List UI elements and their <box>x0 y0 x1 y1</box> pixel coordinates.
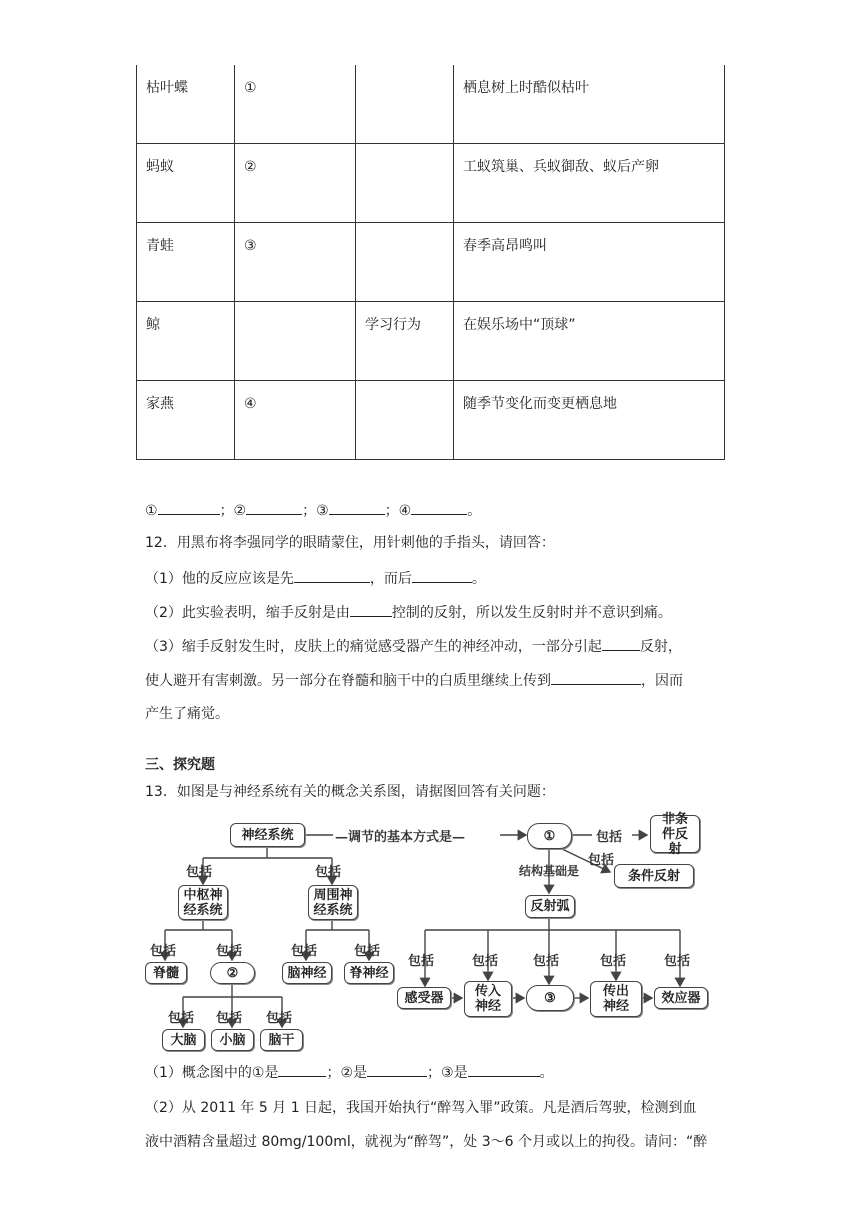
node-cerebrum: 大脑 <box>162 1029 205 1051</box>
q12-part3-line3: 产生了痛觉。 <box>145 706 229 722</box>
table-cell-animal: 家燕 <box>137 381 235 460</box>
q12-stem: 12．用黑布将李强同学的眼睛蒙住，用针刺他的手指头，请回答： <box>145 535 555 551</box>
table-cell-kind: 学习行为 <box>356 302 454 381</box>
table-cell-animal: 枯叶蝶 <box>137 65 235 144</box>
label-include: 包括 <box>315 865 342 880</box>
label-include: 包括 <box>216 1011 243 1026</box>
label-basic-way: —调节的基本方式是— <box>335 830 466 845</box>
label-include: 包括 <box>291 944 318 959</box>
table-cell-behavior: 工蚁筑巢、兵蚁御敌、蚁后产卵 <box>454 144 725 223</box>
q12-part1: （1）他的反应应该是先 ，而后 。 <box>145 568 486 589</box>
label-include: 包括 <box>216 944 243 959</box>
node-circle1: ① <box>527 823 572 849</box>
node-cerebellum: 小脑 <box>211 1029 254 1051</box>
node-nervous-system: 神经系统 <box>230 823 305 847</box>
q12-part3-line1: （3）缩手反射发生时，皮肤上的痛觉感受器产生的神经冲动，一部分引起 反射， <box>145 636 682 657</box>
table-cell-behavior: 随季节变化而变更栖息地 <box>454 381 725 460</box>
q13-stem: 13．如图是与神经系统有关的概念关系图，请据图回答有关问题： <box>145 784 555 800</box>
label-include: 包括 <box>408 954 435 969</box>
node-circle3: ③ <box>526 985 574 1011</box>
table-cell-behavior: 春季高昂鸣叫 <box>454 223 725 302</box>
table-cell-type: ④ <box>235 381 356 460</box>
q12-part3-line2: 使人避开有害刺激。另一部分在脊髓和脑干中的白质里继续上传到 ，因而 <box>145 670 683 691</box>
node-efferent-nerve: 传出神经 <box>590 981 642 1017</box>
node-effector: 效应器 <box>654 987 708 1009</box>
label-include: 包括 <box>186 865 213 880</box>
label-include: 包括 <box>150 944 177 959</box>
label-include: 包括 <box>664 954 691 969</box>
table-cell-type: ③ <box>235 223 356 302</box>
table-cell-type: ① <box>235 65 356 144</box>
label-include: 包括 <box>266 1011 293 1026</box>
table-cell-animal: 鲸 <box>137 302 235 381</box>
node-brainstem: 脑干 <box>260 1029 303 1051</box>
section-title: 三、探究题 <box>145 757 215 773</box>
label-include: 包括 <box>168 1011 195 1026</box>
q13-part2-line2: 液中酒精含量超过 80mg/100ml，就视为“醉驾”，处 3～6 个月或以上的拘役。请问：“醉 <box>145 1134 708 1150</box>
table-cell-behavior: 在娱乐场中“顶球” <box>454 302 725 381</box>
label-include: 包括 <box>472 954 499 969</box>
node-receptor: 感受器 <box>397 987 451 1009</box>
q13-part2-line1: （2）从 2011 年 5 月 1 日起，我国开始执行“醉驾入罪”政策。凡是酒后驾驶，检测到血 <box>145 1100 697 1116</box>
label-include: 包括 <box>600 954 627 969</box>
node-unconditioned-reflex: 非条件反射 <box>650 815 700 853</box>
node-afferent-nerve: 传入神经 <box>464 981 512 1017</box>
q13-part1: （1）概念图中的①是 ；②是 ；③是 。 <box>145 1062 554 1083</box>
table-cell-type: ② <box>235 144 356 223</box>
node-circle2: ② <box>210 962 255 984</box>
table-cell-behavior: 栖息树上时酷似枯叶 <box>454 65 725 144</box>
node-cns: 中枢神经系统 <box>178 885 228 920</box>
node-reflex-arc: 反射弧 <box>525 895 575 918</box>
table-cell-animal: 蚂蚁 <box>137 144 235 223</box>
label-include: 包括 <box>596 830 623 845</box>
node-conditioned-reflex: 条件反射 <box>614 864 694 888</box>
label-structural-basis: 结构基础是 <box>519 864 580 878</box>
label-include: 包括 <box>533 954 560 969</box>
label-include: 包括 <box>588 853 615 868</box>
node-spinal-nerve: 脊神经 <box>344 962 394 984</box>
node-pns: 周围神经系统 <box>308 885 358 920</box>
label-include: 包括 <box>354 944 381 959</box>
table-cell-animal: 青蛙 <box>137 223 235 302</box>
q12-part2: （2）此实验表明，缩手反射是由 控制的反射，所以发生反射时并不意识到痛。 <box>145 602 672 623</box>
answer-line-table: ① ；② ；③ ；④ 。 <box>145 500 481 521</box>
node-spinal-cord: 脊髓 <box>145 962 187 984</box>
node-cranial-nerve: 脑神经 <box>282 962 332 984</box>
